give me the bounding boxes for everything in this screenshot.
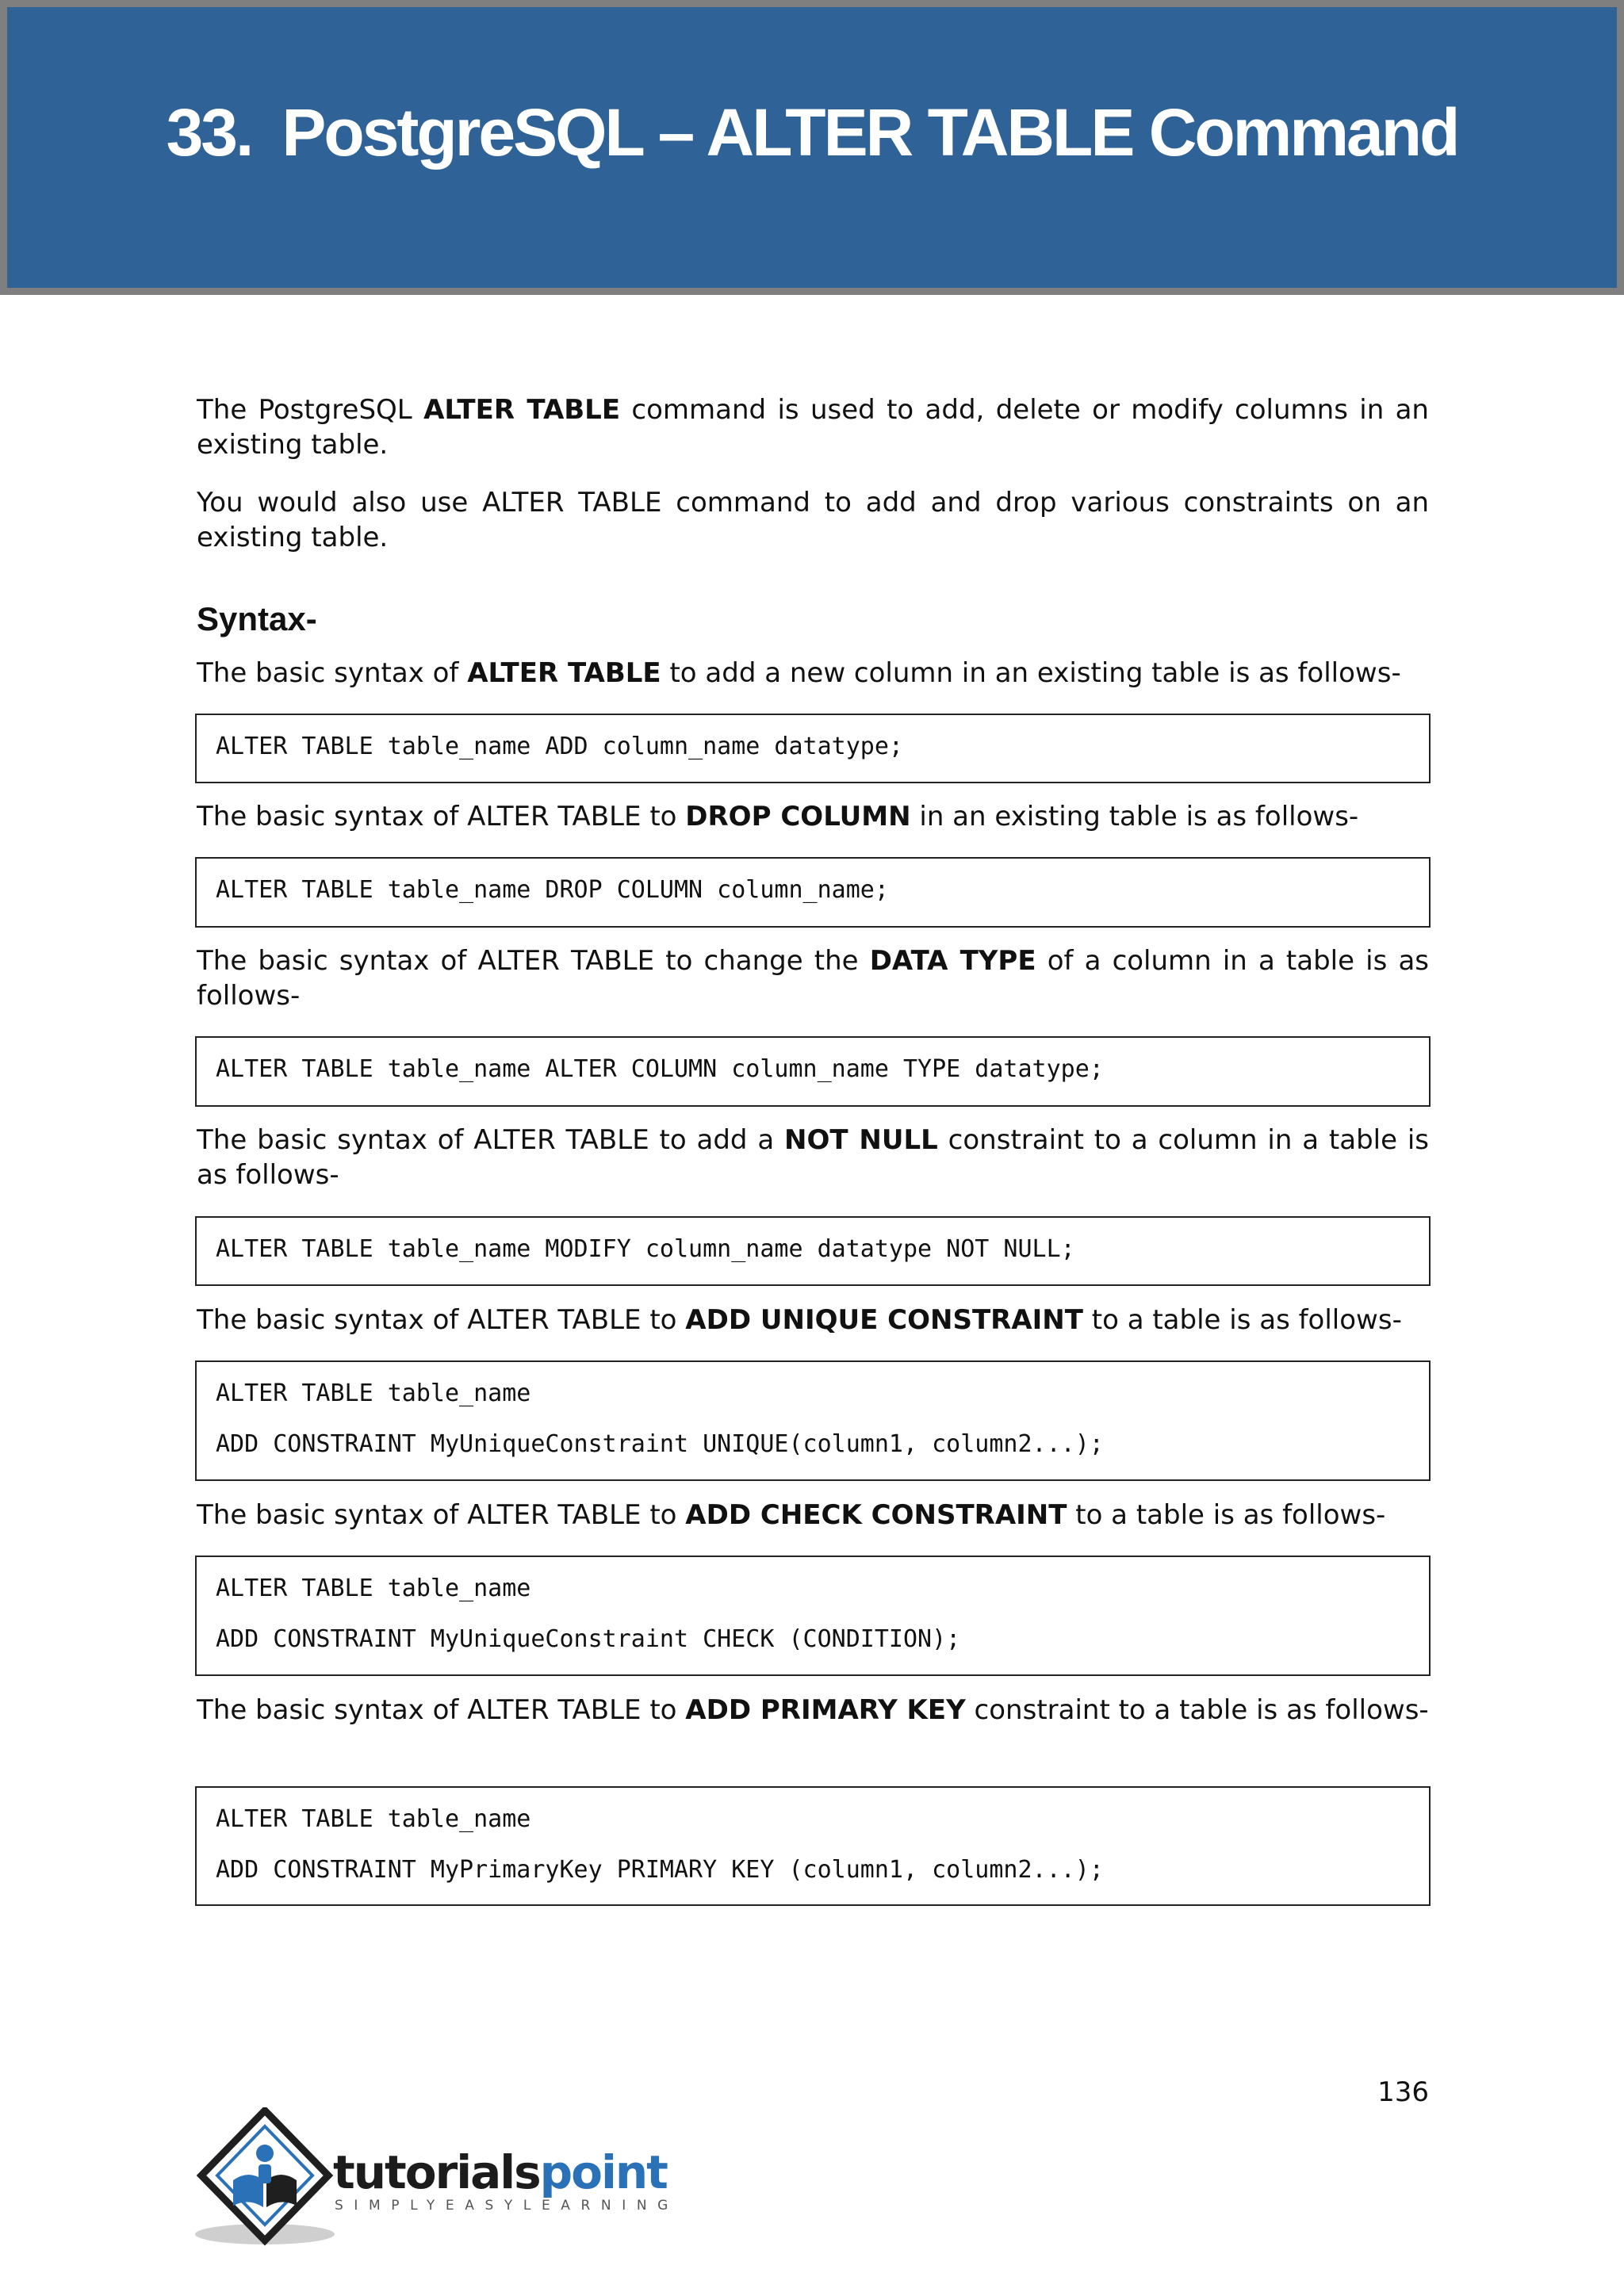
code-block [195, 857, 1431, 928]
tutorialspoint-logo [195, 2107, 679, 2250]
syntax-description: The basic syntax of ALTER TABLE to change the DATA TYPE of a column in a table is as follows- [197, 945, 1430, 1012]
syntax-heading: Syntax- [197, 600, 317, 637]
syntax-description: The basic syntax of ALTER TABLE to ADD PRIMARY KEY constraint to a table is as follows- [197, 1694, 1429, 1726]
chapter-title [7, 94, 1617, 171]
code-block [195, 1216, 1431, 1286]
code-block [195, 714, 1431, 783]
chapter-title-text: PostgreSQL – ALTER TABLE Command [282, 95, 1458, 170]
code-line: ALTER TABLE table_name ALTER COLUMN column_name TYPE datatype; [216, 1055, 1104, 1083]
code-line: ALTER TABLE table_name MODIFY column_name datatype NOT NULL; [216, 1235, 1075, 1263]
code-line: ADD CONSTRAINT MyUniqueConstraint CHECK (CONDITION); [216, 1625, 961, 1653]
code-line: ALTER TABLE table_name [216, 1575, 531, 1602]
intro-paragraph-2: You would also use ALTER TABLE command to add and drop various constraints on an existing table. [197, 487, 1429, 553]
syntax-description: The basic syntax of ALTER TABLE to ADD UNIQUE CONSTRAINT to a table is as follows- [197, 1304, 1402, 1336]
chapter-number: 33. [166, 95, 252, 170]
code-line: ALTER TABLE table_name ADD column_name datatype; [216, 733, 903, 760]
code-block [195, 1556, 1431, 1676]
syntax-description: The basic syntax of ALTER TABLE to add a NOT NULL constraint to a column in a table is as follows- [197, 1124, 1430, 1191]
code-block [195, 1360, 1431, 1481]
code-line: ADD CONSTRAINT MyUniqueConstraint UNIQUE(column1, column2...); [216, 1430, 1104, 1458]
chapter-banner [0, 0, 1624, 295]
code-line: ALTER TABLE table_name [216, 1380, 531, 1407]
intro-paragraph-1: The PostgreSQL ALTER TABLE command is used to add, delete or modify columns in an existing table. [197, 394, 1429, 461]
logo-wordmark: tutorialspoint [333, 2145, 667, 2199]
code-block [195, 1036, 1431, 1107]
code-line: ALTER TABLE table_name [216, 1805, 531, 1833]
syntax-description: The basic syntax of ALTER TABLE to add a new column in an existing table is as follows- [197, 657, 1401, 689]
page-number: 136 [1377, 2076, 1429, 2108]
code-line: ALTER TABLE table_name DROP COLUMN column_name; [216, 876, 889, 904]
logo-tagline: SIMPLYEASYLEARNING [335, 2198, 679, 2214]
code-line: ADD CONSTRAINT MyPrimaryKey PRIMARY KEY (column1, column2...); [216, 1856, 1104, 1884]
syntax-description: The basic syntax of ALTER TABLE to ADD CHECK CONSTRAINT to a table is as follows- [197, 1499, 1386, 1531]
logo-emblem-icon [195, 2107, 338, 2250]
syntax-description: The basic syntax of ALTER TABLE to DROP COLUMN in an existing table is as follows- [197, 801, 1359, 832]
code-block [195, 1786, 1431, 1906]
